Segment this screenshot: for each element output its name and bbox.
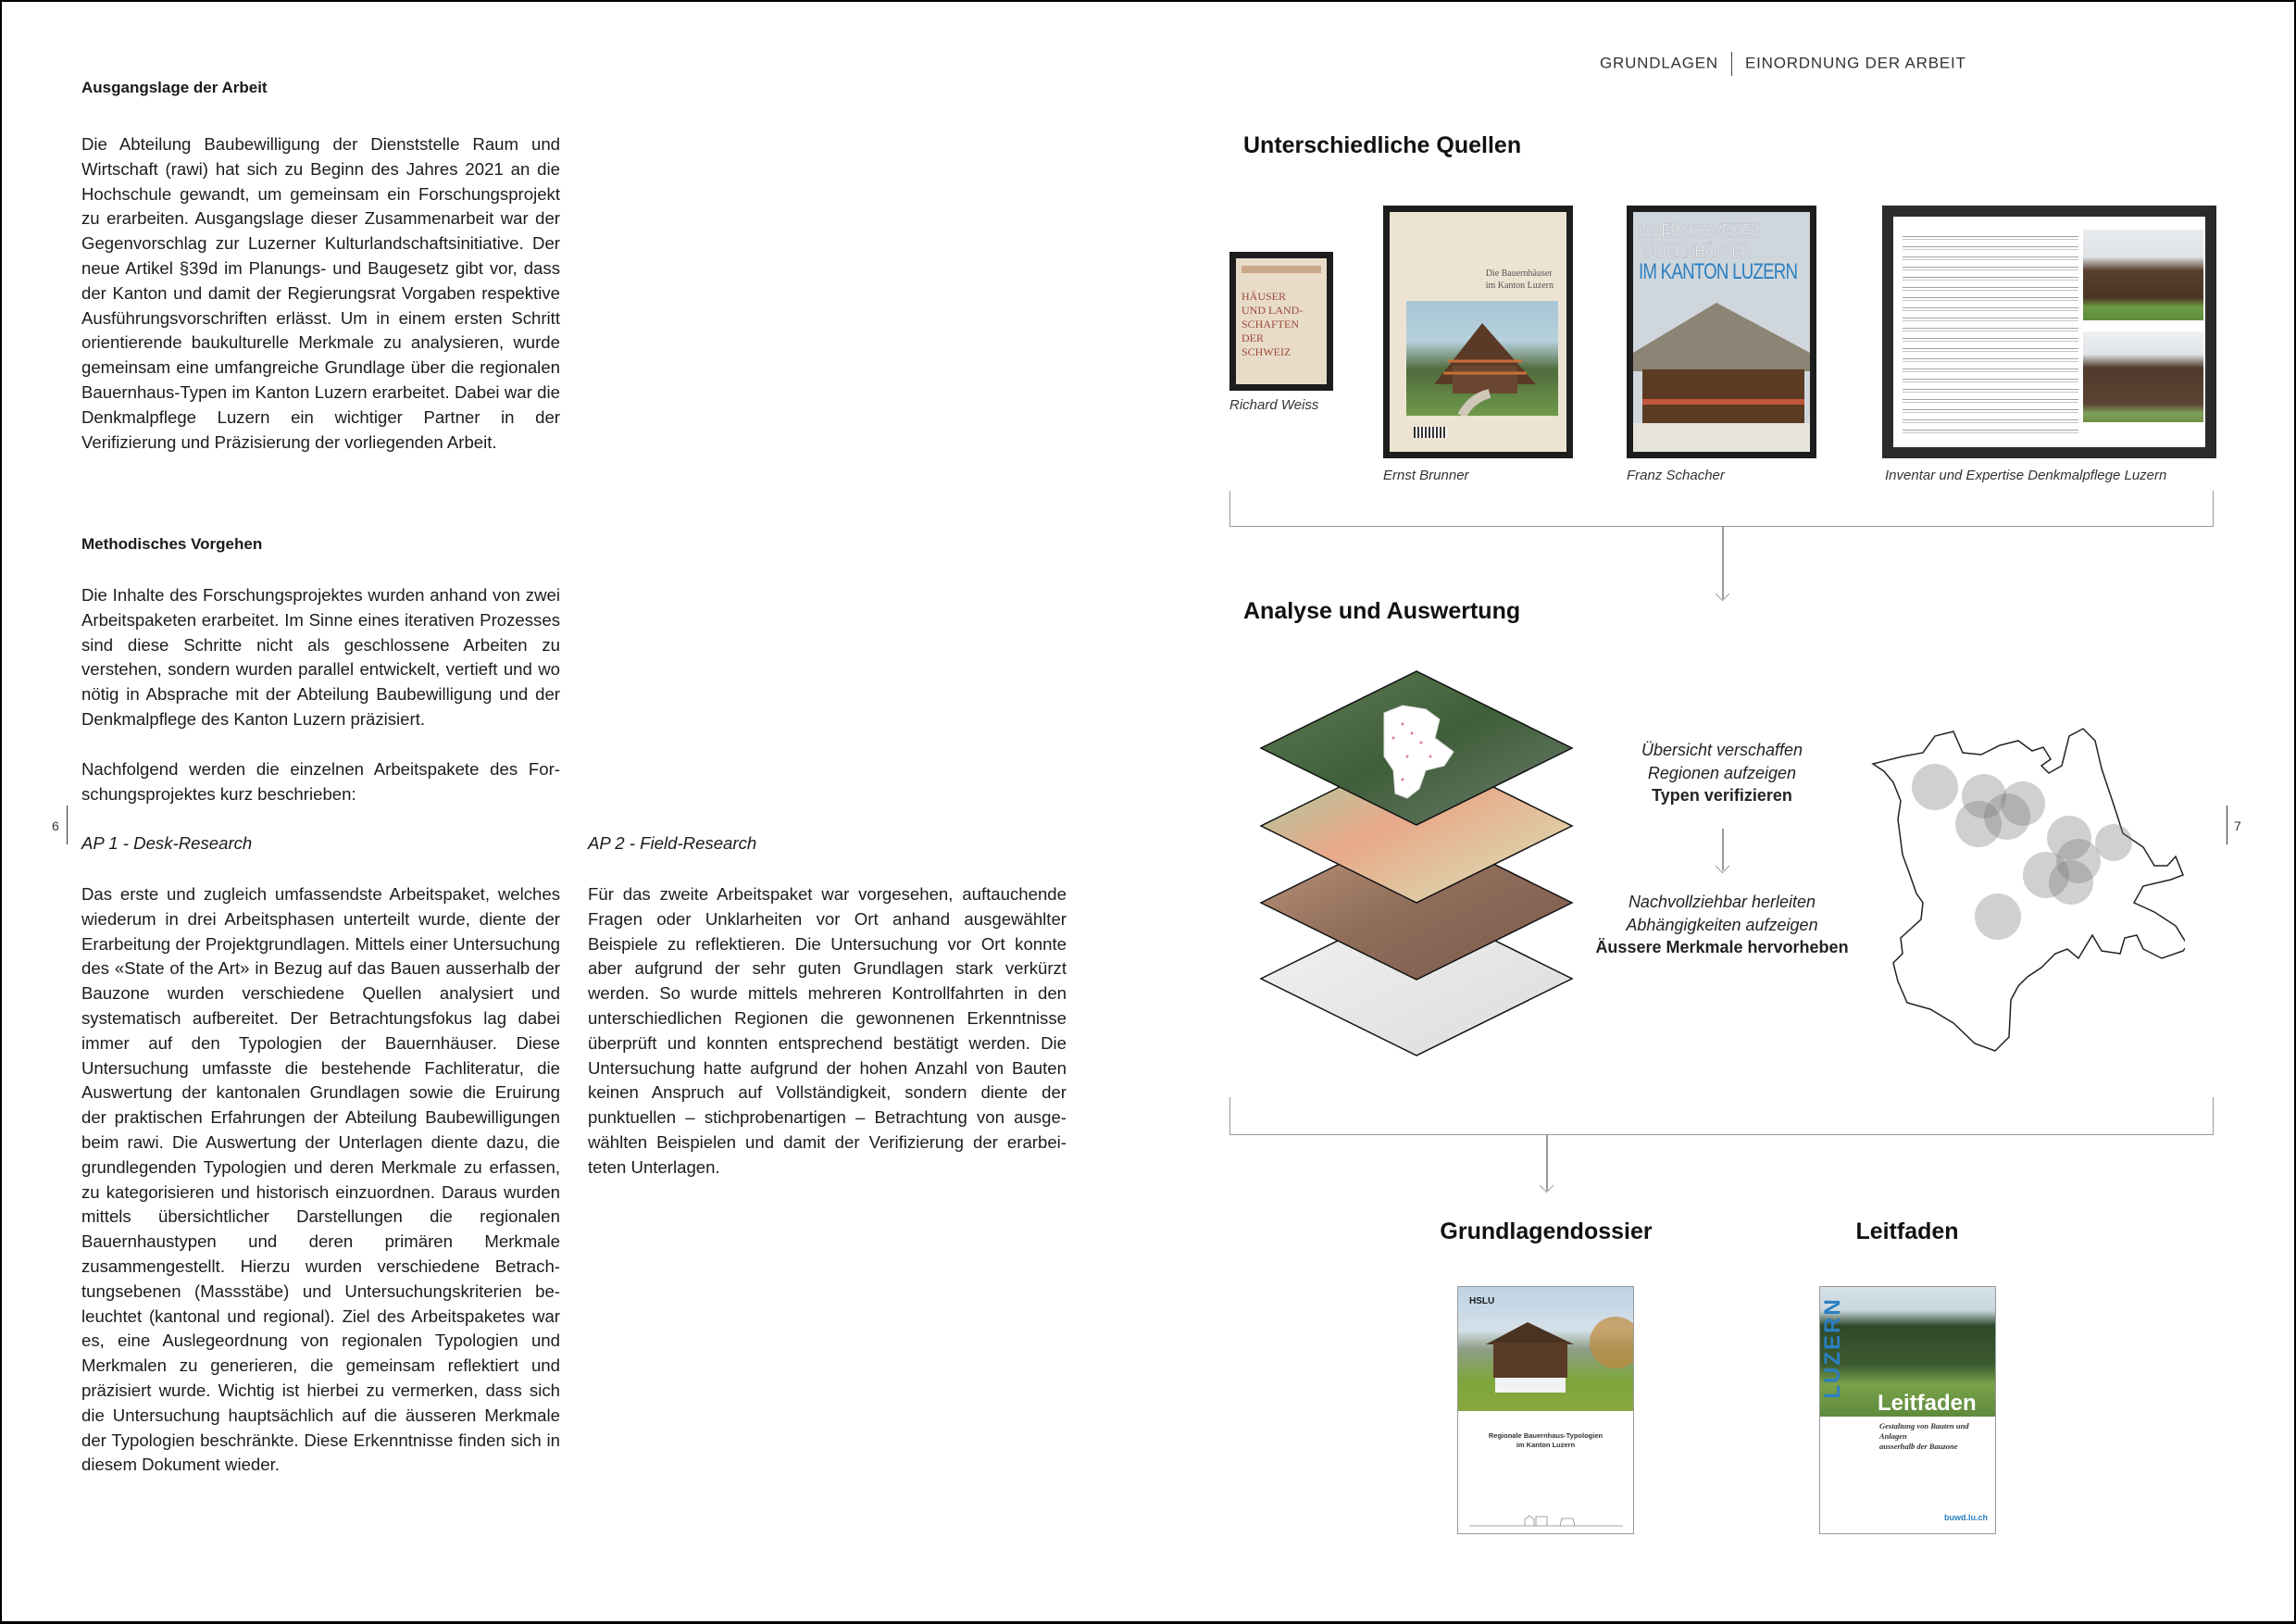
luzern-vertical-wordmark: LUZERN (1820, 1297, 1845, 1399)
sources-bracket (1229, 491, 2214, 527)
weiss-cover-line: UND LAND- (1242, 304, 1304, 317)
region-circle (1975, 893, 2021, 940)
ap1-text: Das erste und zugleich umfassendste Arbeitspaket, welches wiederum in drei Arbeitsphasen unterteilt wurde, diente der Erarbeitung der Projektgrundlagen. Mittels einer Untersuchung des «State of the Art» in Bezug auf das Bauen ausserhalb der Bauzone wurden verschiedene Quellen analysiert und systematisch aufbereitet. Der Betrachtungsfokus lag dabei immer auf den Typologien der Bauernhäuser. Diese Untersuchung umfasste die bestehende Fachliteratur, die Auswertung der kantonalen Grundlagen sowie die Eruirung der praktischen Erfahrungen der Abteilung Baubewilligungen beim rawi. Die Auswertung der Unterlagen diente dazu, die grundlegenden Typologien und deren Merkmale zu erfassen, zu kategorisieren und historisch einzuordnen. Daraus wurden mittels übersichtlicher Darstellungen die regionalen Bauernhaustypen und deren primären Merkmale zusammengestellt. Hierzu wurden verschiedene Betrachtungsebenen (Massstäbe) und Untersuchungskriterien beleuchtet (kantonal und regional). Ziel des Arbeitspaketes war es, eine Auslegeordnung von regionalen Typologien und Merkmalen zu generieren, die gemeinsam reflektiert und präzisiert wurde. Wichtig ist hierbei zu vermerken, dass sich die Untersuchung hauptsächlich auf die äusseren Merkmale der Typologien beschränkte. Diese Erkenntnisse finden sich in diesem Dokument wieder. (81, 884, 560, 1475)
leitfaden-cover-subtitle: ausserhalb der Bauzone (1879, 1442, 1958, 1451)
buwd-url: buwd.lu.ch (1944, 1513, 1988, 1522)
ap2-heading: AP 2 - Field-Research (588, 833, 757, 853)
arrow-down-icon (1540, 1179, 1554, 1193)
goal-features: Äussere Merkmale hervorheben (1595, 938, 1849, 956)
header-divider (1731, 52, 1732, 76)
running-header (1600, 52, 1966, 76)
ausgangslage-text: Die Abteilung Baubewilligung der Dienststelle Raum und Wirtschaft (rawi) hat sich zu Beginn des Jahres 2021 an die Hochschule gewandt, um gemeinsam ein Forschungsprojekt zu erarbeiten. Ausgangslage dieser Zusammenarbeit war der Gegenvorschlag zur Luzerner Kulturlandschaftsinitiative. Der neue Artikel §39d im Planungs- und Baugesetz gibt vor, dass der Kanton und damit der Regierungsrat Vorgaben respektive Ausführungsvorschriften erlässt. Um in einem ersten Schritt orientierende baukulturelle Merkmale zu analysieren, wurde gemeinsam eine umfangreiche Grundlage über die regionalen Bauernhaus-Typen im Kanton Luzern erarbeitet. Dabei war die Denkmalpflege Luzern ein wichtiger Partner in der Verifizierung und Präzisierung der vorliegenden Arbeit. (81, 134, 560, 452)
caption-weiss: Richard Weiss (1229, 397, 1319, 413)
inventar-document (1882, 206, 2216, 458)
sources-title: Unterschiedliche Quellen (1243, 132, 1522, 158)
leitfaden-cover-subtitle: Gestaltung von Bauten und Anlagen (1879, 1421, 1969, 1441)
ausgangslage-heading: Ausgangslage der Arbeit (81, 79, 268, 96)
region-circle (1984, 793, 2030, 840)
brunner-cover-line: im Kanton Luzern (1485, 281, 1554, 291)
leitfaden-cover-title: Leitfaden (1878, 1391, 1977, 1416)
arrow-down-icon (1716, 859, 1730, 874)
schacher-cover-line: IM KANTON LUZERN (1639, 259, 1798, 284)
page-number-left: 6 (52, 818, 59, 833)
goal-overview: Übersicht verschaffen (1641, 741, 1803, 759)
region-circle (1912, 764, 1958, 810)
canton-region-map (1866, 708, 2185, 1056)
book-cover-schacher (1627, 206, 1816, 458)
weiss-cover-line: DER (1242, 331, 1264, 344)
caption-inventar: Inventar und Expertise Denkmalpflege Luzern (1885, 468, 2167, 483)
cover-grundlagendossier (1457, 1286, 1634, 1534)
analysis-goals-1 (1574, 739, 1870, 807)
header-section: GRUNDLAGEN (1600, 54, 1718, 72)
output-title-dossier: Grundlagendossier (1440, 1218, 1653, 1244)
caption-schacher: Franz Schacher (1627, 468, 1725, 483)
page-number-right: 7 (2234, 818, 2241, 833)
analysis-title: Analyse und Auswertung (1243, 598, 1521, 624)
vorgehen-heading: Methodisches Vorgehen (81, 535, 263, 553)
hslu-logo: HSLU (1469, 1296, 1495, 1306)
schacher-cover-line: BAUERNHÄUSER (1639, 242, 1751, 262)
dossier-cover-subtitle: im Kanton Luzern (1516, 1441, 1576, 1449)
region-circle (2049, 860, 2093, 905)
weiss-cover-line: SCHAFTEN (1242, 318, 1300, 331)
cover-leitfaden (1819, 1286, 1996, 1534)
goal-derive: Nachvollziehbar herleiten (1628, 893, 1816, 911)
vorgehen-text-2: Nachfolgend werden die einzelnen Arbeitspakete des Forschungsprojektes kurz beschrieben: (81, 759, 560, 804)
page-number-left-tick (67, 806, 68, 844)
dossier-cover-title: Regionale Bauernhaus-Typologien (1488, 1431, 1603, 1440)
header-subsection: EINORDNUNG DER ARBEIT (1744, 54, 1966, 72)
goal-verify-types: Typen verifizieren (1652, 786, 1792, 805)
brunner-cover-line: Die Bauernhäuser (1485, 269, 1553, 279)
goal-dependencies: Abhängigkeiten aufzeigen (1626, 915, 1818, 934)
vorgehen-text-1: Die Inhalte des Forschungsprojektes wurden anhand von zwei Arbeitspaketen erarbeitet. Im Sinne eines iterativen Prozesses sind diese Schritte nicht als geschlossene Arbeiten zu verstehen, sondern wurden parallel entwickelt, vertieft und wo nötig in Absprache mit der Abteilung Baubewilligung und der Denkmalpflege des Kanton Luzern präzisiert. (81, 585, 560, 729)
map-layers-stack (1254, 668, 1578, 1067)
analysis-goals-2 (1574, 891, 1870, 959)
arrow-down-icon (1716, 587, 1730, 602)
weiss-cover-line: HÄUSER (1242, 290, 1287, 303)
goal-regions: Regionen aufzeigen (1647, 763, 1797, 782)
ap1-heading: AP 1 - Desk-Research (81, 833, 253, 853)
caption-brunner: Ernst Brunner (1383, 468, 1469, 483)
book-cover-brunner (1383, 206, 1573, 458)
analysis-bracket (1229, 1097, 2214, 1135)
book-cover-weiss (1229, 252, 1333, 391)
output-title-leitfaden: Leitfaden (1855, 1218, 1959, 1244)
weiss-cover-line: SCHWEIZ (1242, 345, 1292, 358)
schacher-cover-line: INNERSCHWEIZER (1639, 221, 1761, 242)
ap2-text: Für das zweite Arbeitspaket war vorgesehen, auftauchende Fragen oder Unklarheiten vor Ort anhand ausgewählter Beispiele zu reflektieren. Die Untersuchung vor Ort konnte aber aufgrund der sehr guten Grundlagen stark verkürzt werden. So wurde mittels mehreren Kontrollfahrten in den unterschiedlichen Regionen die gewonnenen Erkenntnisse überprüft und konnten entsprechend bestätigt werden. Die Untersuchung hatte aufgrund der hohen Anzahl von Bauten keinen Anspruch auf Vollständigkeit, sondern diente der punktuellen – stichprobenartigen – Betrachtung von ausgewählten Beispielen und damit der Verifizierung der erarbeiteten Unterlagen. (588, 884, 1067, 1177)
region-circle (2095, 824, 2132, 861)
